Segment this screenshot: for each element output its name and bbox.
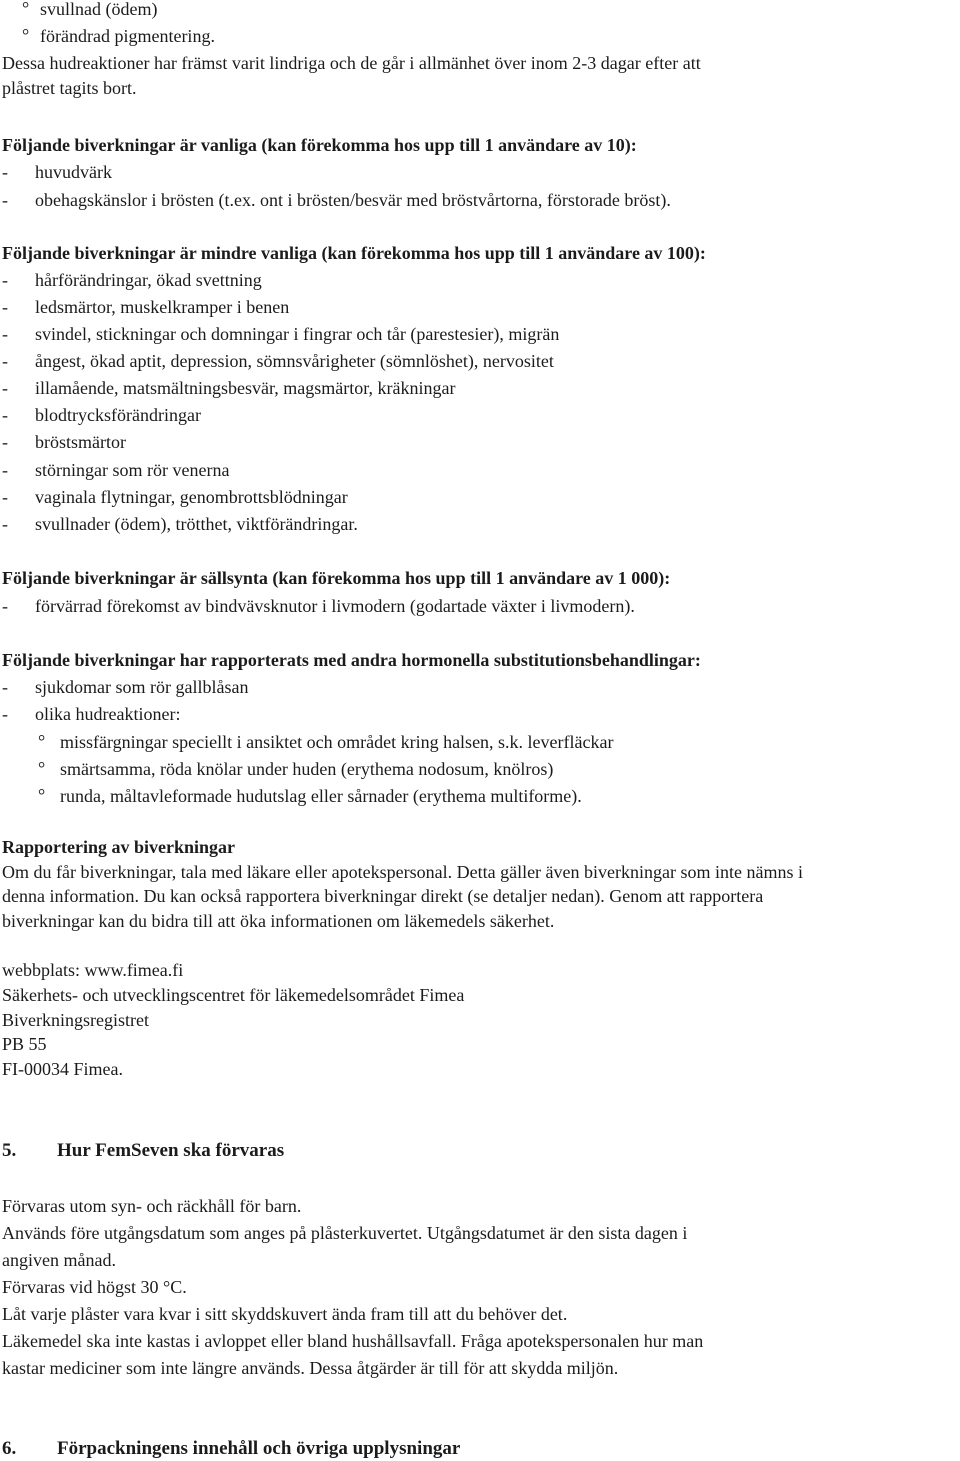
list-item: illamående, matsmältningsbesvär, magsmärtor, kräkningar: [35, 378, 456, 398]
list-item: blodtrycksförändringar: [35, 405, 201, 425]
degree-item: förändrad pigmentering.: [40, 26, 215, 46]
degree-mark: °: [22, 25, 30, 45]
dash-mark: -: [2, 190, 8, 210]
section-5-title: Hur FemSeven ska förvaras: [57, 1140, 285, 1161]
paragraph-line: Läkemedel ska inte kastas i avloppet eller bland hushållsavfall. Fråga apotekspersonalen hur man: [2, 1331, 704, 1351]
list-item: vaginala flytningar, genombrottsblödningar: [35, 487, 348, 507]
list-item: obehagskänslor i brösten (t.ex. ont i brösten/besvär med bröstvårtorna, förstorade bröst).: [35, 190, 671, 210]
list-item: svullnader (ödem), trötthet, viktförändringar.: [35, 514, 358, 534]
list-item: ledsmärtor, muskelkramper i benen: [35, 297, 290, 317]
list-item: huvudvärk: [35, 162, 112, 182]
paragraph-line: Används före utgångsdatum som anges på plåsterkuvertet. Utgångsdatumet är den sista dagen i: [2, 1223, 688, 1243]
dash-mark: -: [2, 487, 8, 507]
list-item: sjukdomar som rör gallblåsan: [35, 677, 249, 697]
list-item: hårförändringar, ökad svettning: [35, 270, 262, 290]
list-item: ångest, ökad aptit, depression, sömnsvårigheter (sömnlöshet), nervositet: [35, 351, 554, 371]
dash-mark: -: [2, 351, 8, 371]
list-item: olika hudreaktioner:: [35, 704, 181, 724]
paragraph-line: denna information. Du kan också rapportera biverkningar direkt (se detaljer nedan). Genom att rapportera: [2, 886, 764, 906]
paragraph-line: Förvaras vid högst 30 °C.: [2, 1277, 187, 1297]
list-item: förvärrad förekomst av bindvävsknutor i livmodern (godartade växter i livmodern).: [35, 596, 635, 616]
paragraph-line: Låt varje plåster vara kvar i sitt skyddskuvert ända fram till att du behöver det.: [2, 1304, 568, 1324]
dash-mark: -: [2, 432, 8, 452]
section-6-title: Förpackningens innehåll och övriga upplysningar: [57, 1438, 461, 1459]
dash-mark: -: [2, 162, 8, 182]
dash-mark: -: [2, 514, 8, 534]
degree-item: missfärgningar speciellt i ansiktet och området kring halsen, s.k. leverfläckar: [60, 732, 614, 752]
degree-mark: °: [38, 731, 46, 751]
degree-item: svullnad (ödem): [40, 0, 158, 19]
paragraph-line: angiven månad.: [2, 1250, 116, 1270]
contact-line: Säkerhets- och utvecklingscentret för läkemedelsområdet Fimea: [2, 985, 465, 1005]
dash-mark: -: [2, 297, 8, 317]
contact-line: PB 55: [2, 1034, 47, 1054]
uncommon-heading: Följande biverkningar är mindre vanliga (kan förekomma hos upp till 1 användare av 100):: [2, 243, 706, 263]
list-item: svindel, stickningar och domningar i fingrar och tår (parestesier), migrän: [35, 324, 560, 344]
paragraph-line: Dessa hudreaktioner har främst varit lindriga och de går i allmänhet över inom 2-3 dagar efter att: [2, 53, 701, 73]
list-item: bröstsmärtor: [35, 432, 126, 452]
section-5-number: 5.: [2, 1140, 17, 1161]
dash-mark: -: [2, 704, 8, 724]
dash-mark: -: [2, 596, 8, 616]
degree-mark: °: [38, 785, 46, 805]
dash-mark: -: [2, 324, 8, 344]
contact-line: FI-00034 Fimea.: [2, 1059, 123, 1079]
degree-mark: °: [38, 758, 46, 778]
other-hrt-heading: Följande biverkningar har rapporterats med andra hormonella substitutionsbehandlingar:: [2, 650, 701, 670]
dash-mark: -: [2, 677, 8, 697]
reporting-heading: Rapportering av biverkningar: [2, 837, 236, 857]
dash-mark: -: [2, 378, 8, 398]
contact-line: Biverkningsregistret: [2, 1010, 149, 1030]
degree-mark: °: [22, 0, 30, 18]
common-heading: Följande biverkningar är vanliga (kan förekomma hos upp till 1 användare av 10):: [2, 135, 637, 155]
dash-mark: -: [2, 270, 8, 290]
degree-item: smärtsamma, röda knölar under huden (erythema nodosum, knölros): [60, 759, 554, 779]
degree-item: runda, måltavleformade hudutslag eller sårnader (erythema multiforme).: [60, 786, 582, 806]
contact-line: webbplats: www.fimea.fi: [2, 960, 184, 980]
section-6-number: 6.: [2, 1438, 17, 1459]
paragraph-line: biverkningar kan du bidra till att öka informationen om läkemedels säkerhet.: [2, 911, 555, 931]
rare-heading: Följande biverkningar är sällsynta (kan förekomma hos upp till 1 användare av 1 000):: [2, 568, 671, 588]
paragraph-line: Om du får biverkningar, tala med läkare eller apotekspersonal. Detta gäller även biverkningar som inte nämns i: [2, 862, 803, 882]
dash-mark: -: [2, 405, 8, 425]
paragraph-line: plåstret tagits bort.: [2, 78, 137, 98]
paragraph-line: Förvaras utom syn- och räckhåll för barn.: [2, 1196, 302, 1216]
list-item: störningar som rör venerna: [35, 460, 230, 480]
paragraph-line: kastar mediciner som inte längre används. Dessa åtgärder är till för att skydda miljön.: [2, 1358, 619, 1378]
dash-mark: -: [2, 460, 8, 480]
